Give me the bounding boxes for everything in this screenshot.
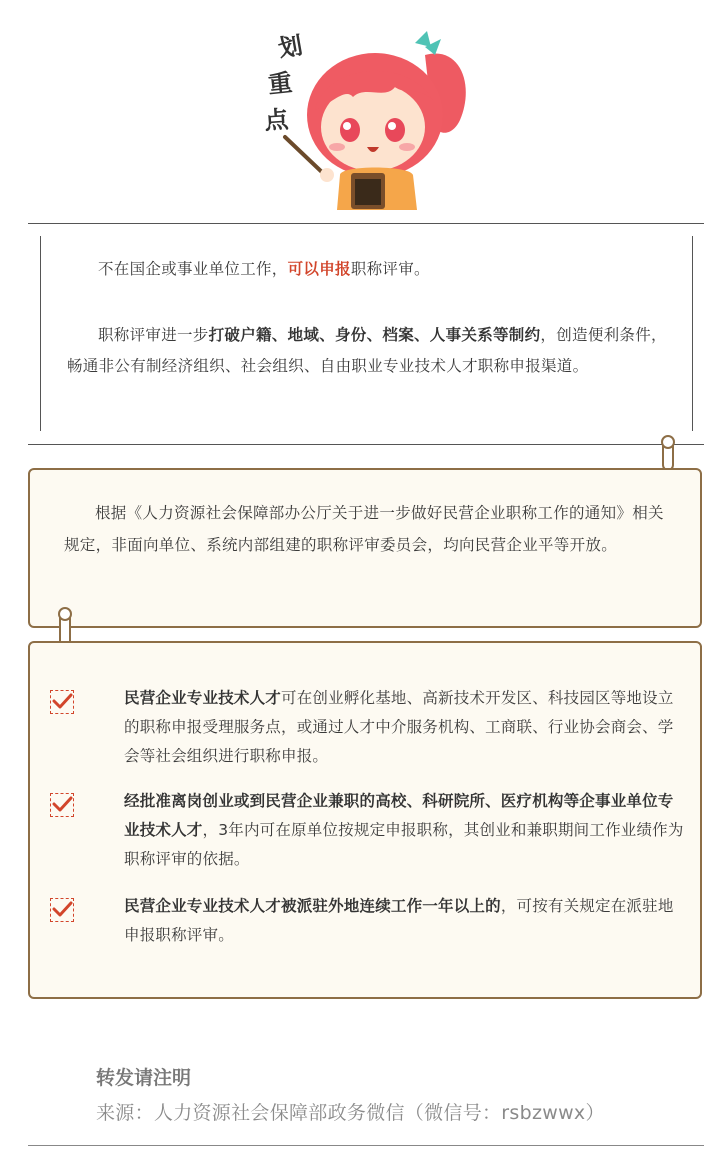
frame-left-line xyxy=(40,236,41,431)
list-item-text: 民营企业专业技术人才被派驻外地连续工作一年以上的，可按有关规定在派驻地申报职称评审。 xyxy=(124,897,674,944)
mascot-illustration xyxy=(255,25,480,215)
check-icon xyxy=(50,898,74,922)
highlight-can-apply: 可以申报 xyxy=(287,260,351,278)
divider-top xyxy=(28,223,704,224)
paragraph-break-restrictions: 职称评审进一步打破户籍、地域、身份、档案、人事关系等制约，创造便利条件，畅通非公有制经济组织、社会组织、自由职业专业技术人才职称申报渠道。 xyxy=(67,326,667,375)
check-icon xyxy=(50,793,74,817)
paragraph-apply-eligibility: 不在国企或事业单位工作，可以申报职称评审。 xyxy=(98,260,430,278)
repost-notice-title: 转发请注明 xyxy=(96,1067,192,1089)
source-attribution: 来源：人力资源社会保障部政务微信（微信号：rsbzwwx） xyxy=(96,1102,605,1124)
divider-bottom xyxy=(28,444,704,445)
footer-divider xyxy=(28,1145,704,1146)
list-item-text: 民营企业专业技术人才可在创业孵化基地、高新技术开发区、科技园区等地设立的职称申报受理服务点，或通过人才中介服务机构、工商联、行业协会商会、学会等社会组织进行职称申报。 xyxy=(124,689,674,765)
caption-char-1: 划 xyxy=(276,31,305,63)
bold-restrictions: 打破户籍、地域、身份、档案、人事关系等制约 xyxy=(208,326,541,344)
frame-right-line xyxy=(692,236,693,431)
caption-char-3: 点 xyxy=(263,105,290,135)
check-icon xyxy=(50,690,74,714)
checklist-box xyxy=(28,641,702,999)
list-item-text: 经批准离岗创业或到民营企业兼职的高校、科研院所、医疗机构等企事业单位专业技术人才，3年内可在原单位按规定申报职称，其创业和兼职期间工作业绩作为职称评审的依据。 xyxy=(124,792,684,868)
caption-char-2: 重 xyxy=(266,68,294,99)
notice-box xyxy=(28,468,702,628)
notice-text: 根据《人力资源社会保障部办公厅关于进一步做好民营企业职称工作的通知》相关规定，非面向单位、系统内部组建的职称评审委员会，均向民营企业平等开放。 xyxy=(64,504,664,554)
